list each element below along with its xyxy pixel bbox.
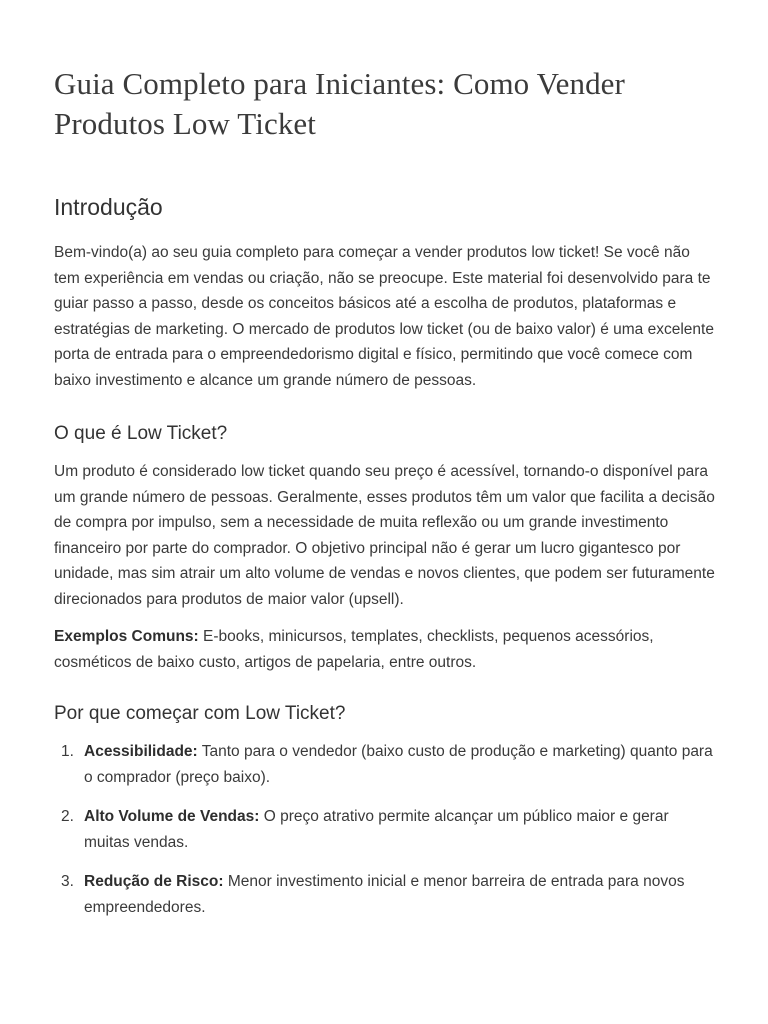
list-item-label: Redução de Risco: [84, 873, 224, 890]
list-item-number: 2. [61, 808, 74, 825]
intro-paragraph: Bem-vindo(a) ao seu guia completo para começar a vender produtos low ticket! Se você não tem experiência em vendas ou criação, não se preocupe. Este material foi desenvolvido para te guiar passo a passo, desde os conceitos básicos até a escolha de produtos, plataformas e estratégias de marketing. O mercado de produtos low ticket (ou de baixo valor) é uma excelente porta de entrada para o empreendedorismo digital e físico, permitindo que você comece com baixo investimento e alcance um grande número de pessoas. [54, 244, 714, 389]
list-item-text: O preço atrativo permite alcançar um público maior e gerar muitas vendas. [84, 808, 669, 851]
examples-label: Exemplos Comuns: [54, 628, 199, 645]
intro-heading: Introdução [54, 194, 163, 220]
document-page [54, 64, 716, 934]
list-item [54, 869, 716, 920]
why-heading: Por que começar com Low Ticket? [54, 703, 346, 724]
examples-text: E-books, minicursos, templates, checklists, pequenos acessórios, cosméticos de baixo custo, artigos de papelaria, entre outros. [54, 628, 654, 671]
list-item [54, 804, 716, 855]
what-is-paragraph: Um produto é considerado low ticket quando seu preço é acessível, tornando-o disponível para um grande número de pessoas. Geralmente, esses produtos têm um valor que facilita a decisão de compra por impulso, sem a necessidade de muita reflexão ou um grande investimento financeiro por parte do comprador. O objetivo principal não é gerar um lucro gigantesco por unidade, mas sim atrair um alto volume de vendas e novos clientes, que podem ser futuramente direcionados para produtos de maior valor (upsell). [54, 463, 715, 608]
list-item-label: Acessibilidade: [84, 743, 198, 760]
examples-paragraph [54, 624, 716, 675]
list-item-text: Tanto para o vendedor (baixo custo de produção e marketing) quanto para o comprador (preço baixo). [84, 743, 713, 786]
document-title: Guia Completo para Iniciantes: Como Vender Produtos Low Ticket [54, 66, 625, 141]
list-item-number: 3. [61, 873, 74, 890]
list-item-label: Alto Volume de Vendas: [84, 808, 260, 825]
list-item [54, 739, 716, 790]
why-list [54, 739, 716, 920]
list-item-number: 1. [61, 743, 74, 760]
what-is-heading: O que é Low Ticket? [54, 423, 228, 444]
list-item-text: Menor investimento inicial e menor barreira de entrada para novos empreendedores. [84, 873, 685, 916]
